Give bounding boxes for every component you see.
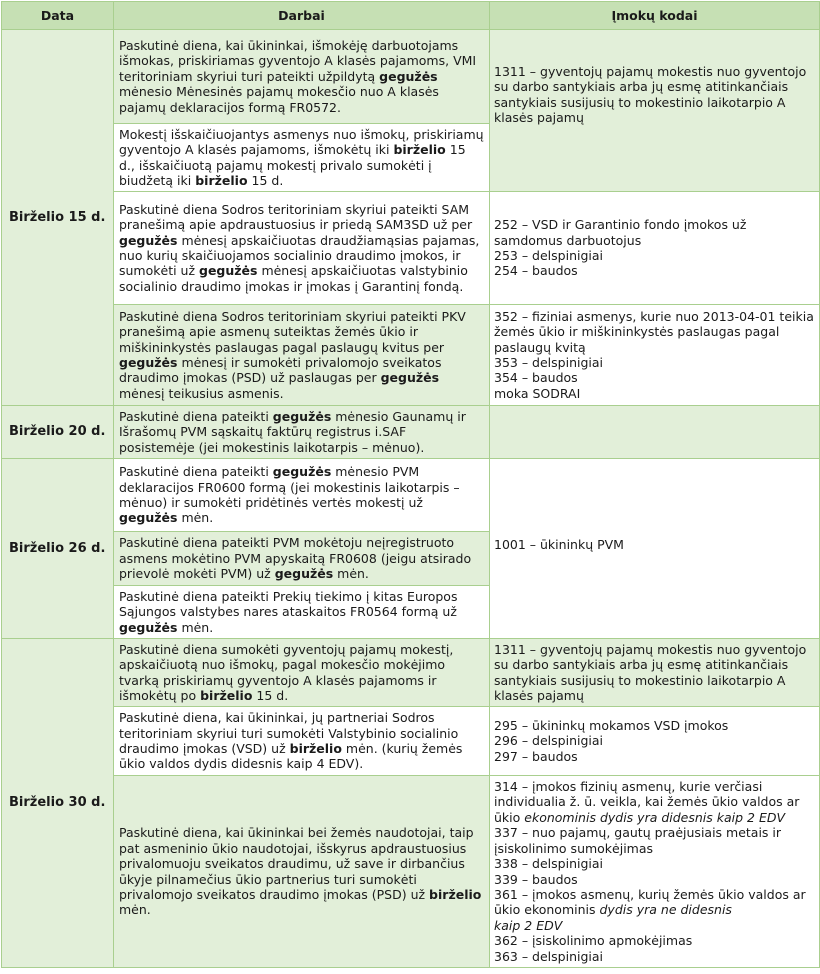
table-row: [2, 406, 820, 459]
payment-code-cell: 314 – įmokos fizinių asmenų, kurie verčiasi individualia ž. ū. veikla, kai žemės ūkio valdos ar ūkio ekonominis dydis yra didesnis kaip 2 EDV 337 – nuo pajamų, gautų praėjusiais metais ir įsiskolinimo sumokėjimas 338 – delspinigiai 339 – baudos 361 – įmokos asmenų, kurių žemės ūkio valdos ar ūkio ekonominis dydis yra ne didesnis kaip 2 EDV 362 – įsiskolinimo apmokėjimas 363 – delspinigiai: [490, 776, 820, 968]
table-row: [2, 459, 820, 532]
header-work: Darbai: [114, 2, 490, 30]
payment-code-cell: 295 – ūkininkų mokamos VSD įmokos 296 – delspinigiai 297 – baudos: [490, 707, 820, 776]
table-row: [2, 192, 820, 305]
task-cell: Paskutinė diena, kai ūkininkai bei žemės naudotojai, taip pat asmeninio ūkio naudotojai, išskyrus apdraustuosius privalomuoju sveikatos draudimu, už save ir dirbančius ūkyje pilnamečius ūkio partnerius turi sumokėti privalomojo sveikatos draudimo įmokas (PSD) už birželio mėn.: [114, 776, 490, 968]
date-june-30: Birželio 30 d.: [2, 639, 114, 968]
payment-code-cell: 1001 – ūkininkų PVM: [490, 459, 820, 639]
table-row: [2, 707, 820, 776]
task-cell: Paskutinė diena pateikti gegužės mėnesio PVM deklaracijos FR0600 formą (jei mokestinis laikotarpis – mėnuo) ir sumokėti pridėtinės vertės mokestį už gegužės mėn.: [114, 459, 490, 532]
task-cell: Paskutinė diena Sodros teritoriniam skyriui pateikti PKV pranešimą apie asmenų suteiktas žemės ūkio ir miškininkystės paslaugas pagal paslaugų kvitus per gegužės mėnesį ir sumokėti privalomojo sveikatos draudimo įmokas (PSD) už paslaugas per gegužės mėnesį teikusius asmenis.: [114, 305, 490, 406]
date-june-15: Birželio 15 d.: [2, 30, 114, 406]
payment-code-cell: 1311 – gyventojų pajamų mokestis nuo gyventojo su darbo santykiais arba jų esmę atitinkančiais santykiais susijusių to mokestinio laikotarpio A klasės pajamų: [490, 30, 820, 192]
task-cell: Paskutinė diena pateikti Prekių tiekimo į kitas Europos Sąjungos valstybes nares ataskaitos FR0564 formą už gegužės mėn.: [114, 586, 490, 639]
task-cell: Mokestį išskaičiuojantys asmenys nuo išmokų, priskiriamų gyventojo A klasės pajamoms, išmokėtų iki birželio 15 d., išskaičiuotą pajamų mokestį privalo sumokėti į biudžetą iki birželio 15 d.: [114, 124, 490, 192]
table-row: [2, 305, 820, 406]
date-june-26: Birželio 26 d.: [2, 459, 114, 639]
task-cell: Paskutinė diena Sodros teritoriniam skyriui pateikti SAM pranešimą apie apdraustuosius ir priedą SAM3SD už per gegužės mėnesį apskaičiuotas draudžiamąsias pajamas, nuo kurių skaičiuojamos socialinio draudimo įmokos, ir sumokėti už gegužės mėnesį apskaičiuotas valstybinio socialinio draudimo įmokas ir įmokas į Garantinį fondą.: [114, 192, 490, 305]
task-cell: Paskutinė diena pateikti gegužės mėnesio Gaunamų ir Išrašomų PVM sąskaitų faktūrų registrus i.SAF posistemėje (jei mokestinis laikotarpis – mėnuo).: [114, 406, 490, 459]
header-row: [2, 2, 820, 30]
task-cell: Paskutinė diena, kai ūkininkai, jų partneriai Sodros teritoriniam skyriui turi sumokėti Valstybinio socialinio draudimo įmokas (VSD) už birželio mėn. (kurių žemės ūkio valdos dydis didesnis kaip 4 EDV).: [114, 707, 490, 776]
task-cell: Paskutinė diena pateikti PVM mokėtoju neįregistruoto asmens mokėtino PVM apyskaitą FR0608 (jeigu atsirado prievolė mokėti PVM) už gegužės mėn.: [114, 532, 490, 586]
payment-code-cell: [490, 406, 820, 459]
table-row: [2, 30, 820, 124]
payment-code-cell: 252 – VSD ir Garantinio fondo įmokos už samdomus darbuotojus 253 – delspinigiai 254 – baudos: [490, 192, 820, 305]
payment-code-cell: 1311 – gyventojų pajamų mokestis nuo gyventojo su darbo santykiais arba jų esmę atitinkančiais santykiais susijusių to mokestinio laikotarpio A klasės pajamų: [490, 639, 820, 707]
header-date: Data: [2, 2, 114, 30]
task-cell: Paskutinė diena, kai ūkininkai, išmokėję darbuotojams išmokas, priskiriamas gyventojo A klasės pajamoms, VMI teritoriniam skyriui turi pateikti užpildytą gegužės mėnesio Mėnesinės pajamų mokesčio nuo A klasės pajamų deklaracijos formą FR0572.: [114, 30, 490, 124]
date-june-20: Birželio 20 d.: [2, 406, 114, 459]
task-cell: Paskutinė diena sumokėti gyventojų pajamų mokestį, apskaičiuotą nuo išmokų, pagal mokesčio mokėjimo tvarką priskiriamų gyventojo A klasės pajamoms ir išmokėtų po birželio 15 d.: [114, 639, 490, 707]
tax-calendar-table: [1, 1, 820, 968]
table-row: [2, 639, 820, 707]
header-codes: Įmokų kodai: [490, 2, 820, 30]
table-row: [2, 776, 820, 968]
payment-code-cell: 352 – fiziniai asmenys, kurie nuo 2013-04-01 teikia žemės ūkio ir miškininkystės paslaugas pagal paslaugų kvitą 353 – delspinigiai 354 – baudos moka SODRAI: [490, 305, 820, 406]
